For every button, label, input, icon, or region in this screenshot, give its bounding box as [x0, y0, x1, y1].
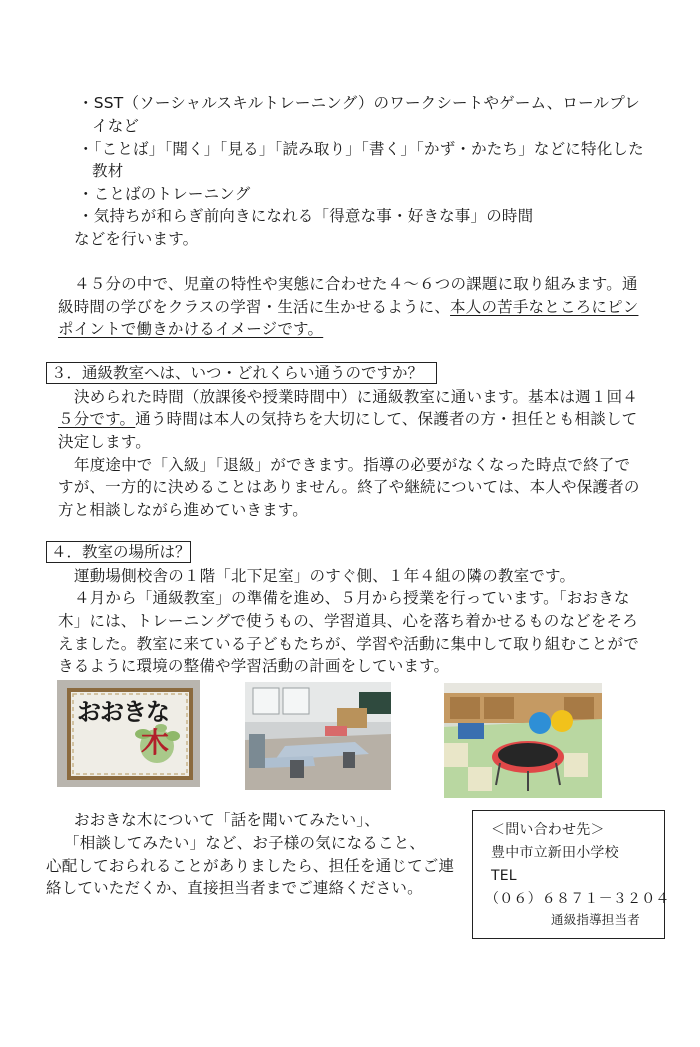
- section3-line2-underlined: ５分です。: [58, 410, 136, 428]
- section3-line5: すが、一方的に決めることはありません。終了や継続については、本人や保護者の: [58, 478, 640, 496]
- section4-line4: えました。教室に来ている子どもたちが、学習や活動に集中して取り組むことがで: [58, 635, 639, 653]
- contact-school: 豊中市立新田小学校: [491, 845, 619, 861]
- bullets-end: などを行います。: [74, 230, 199, 248]
- trampoline-illustration: [444, 683, 602, 798]
- contact-person: 通級指導担当者: [551, 912, 640, 927]
- section4-line1: 運動場側校舎の１階「北下足室」のすぐ側、１年４組の隣の教室です。: [74, 567, 576, 585]
- contact-tel-label: TEL: [491, 868, 517, 884]
- bullet-sst-cont: イなど: [92, 117, 140, 135]
- section3-line1: 決められた時間（放課後や授業時間中）に通級教室に通います。基本は週１回４: [74, 388, 638, 406]
- bullet-words: ・ことばのトレーニング: [78, 185, 251, 203]
- para1-line3: ポイントで働きかけるイメージです。: [58, 320, 324, 338]
- sign-kanji: 木: [141, 726, 170, 759]
- photo-trampoline: [444, 683, 602, 798]
- para1-line2-plain: 級時間の学びをクラスの学習・生活に生かせるように、: [58, 298, 451, 316]
- section4-heading: ４．教室の場所は？: [46, 541, 191, 563]
- section3-heading: ３．通級教室へは、いつ・どれくらい通うのですか？: [46, 362, 437, 384]
- para1-line1: ４５分の中で、児童の特性や実態に合わせた４～６つの課題に取り組みます。通: [74, 275, 638, 293]
- para1-line2: [58, 297, 638, 317]
- contact-tel-number: （０６）６８７１－３２０４: [485, 891, 670, 907]
- section3-line2: [58, 409, 637, 429]
- closing-line4: 絡していただくか、直接担当者までご連絡ください。: [46, 879, 423, 897]
- section3-line3: 決定します。: [58, 433, 151, 451]
- contact-title: ＜問い合わせ先＞: [491, 822, 605, 838]
- bullet-materials-cont: 教材: [92, 162, 124, 180]
- section4-line5: きるように環境の整備や学習活動の計画をしています。: [58, 657, 450, 675]
- section4-line3: 木」には、トレーニングで使うもの、学習道具、心を落ち着かせるものなどをそろ: [58, 612, 638, 630]
- contact-box: [472, 810, 670, 939]
- classroom-illustration: [245, 682, 391, 790]
- section4-line2: ４月から「通級教室」の準備を進め、５月から授業を行っています。「おおきな: [74, 589, 630, 607]
- section3-line4: 年度途中で「入級」「退級」ができます。指導の必要がなくなった時点で終了で: [74, 456, 631, 474]
- closing-line2: 「相談してみたい」など、お子様の気になること、: [64, 834, 426, 852]
- section3-line2-plain: 通う時間は本人の気持ちを大切にして、保護者の方・担任とも相談して: [135, 410, 638, 428]
- photo-classroom: [245, 682, 391, 790]
- closing-line3: 心配しておられることがありましたら、担任を通じてご連: [46, 857, 455, 875]
- section3-line6: 方と相談しながら進めていきます。: [58, 501, 308, 519]
- bullet-feelings: ・気持ちが和らぎ前向きになれる「得意な事・好きな事」の時間: [78, 207, 534, 225]
- sign-text: おおきな: [77, 698, 169, 726]
- photo-sign: [57, 680, 200, 787]
- closing-line1: おおきな木について「話を聞いてみたい」、: [74, 811, 380, 829]
- bullet-sst: ・SST（ソーシャルスキルトレーニング）のワークシートやゲーム、ロールプレ: [78, 94, 640, 112]
- para1-line2-underlined: 本人の苦手なところにピン: [450, 298, 639, 316]
- bullet-materials: ・「ことば」「聞く」「見る」「読み取り」「書く」「かず・かたち」などに特化した: [78, 140, 644, 158]
